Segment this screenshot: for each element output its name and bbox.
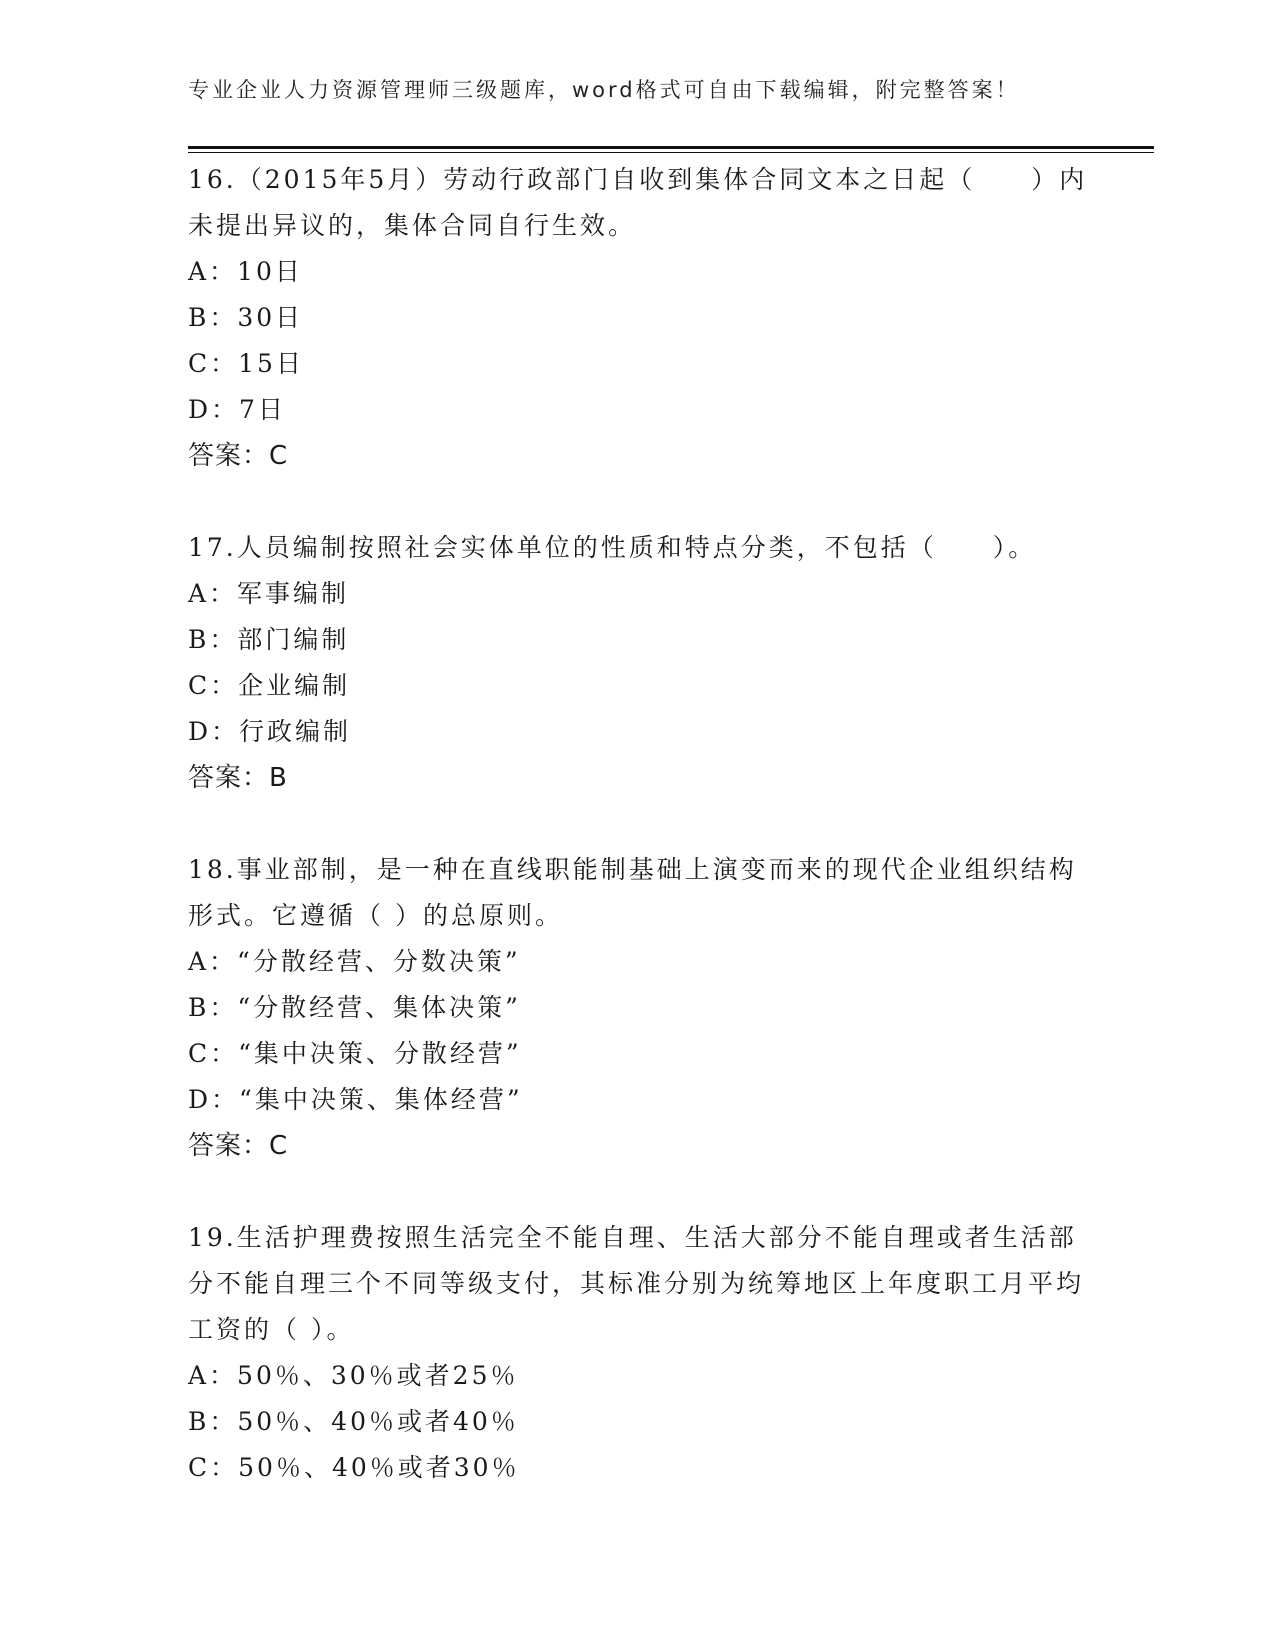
- question-list: [188, 157, 1088, 1491]
- option-b: B：“分散经营、集体决策”: [188, 993, 521, 1022]
- option-c: C：企业编制: [188, 671, 351, 700]
- page-header: 专业企业人力资源管理师三级题库，word格式可自由下载编辑，附完整答案！: [188, 78, 1020, 102]
- option-a: A：军事编制: [188, 579, 350, 608]
- question-spacer: [188, 1169, 1088, 1215]
- question-18: [188, 847, 1088, 1169]
- header-rule-thin: [188, 152, 1154, 153]
- question-19: [188, 1215, 1088, 1491]
- question-spacer: [188, 801, 1088, 847]
- answer: 答案：C: [188, 1131, 289, 1161]
- option-d: D：行政编制: [188, 717, 352, 746]
- option-c: C：“集中决策、分散经营”: [188, 1039, 522, 1068]
- option-c: C：50％、40％或者30％: [188, 1453, 520, 1482]
- question-text: 17.人员编制按照社会实体单位的性质和特点分类，不包括（ ）。: [188, 533, 1037, 562]
- option-b: B：50％、40％或者40％: [188, 1407, 519, 1436]
- option-b: B：部门编制: [188, 625, 350, 654]
- question-text: 19.生活护理费按照生活完全不能自理、生活大部分不能自理或者生活部分不能自理三个不同等级支付，其标准分别为统筹地区上年度职工月平均工资的（ ）。: [188, 1223, 1085, 1344]
- header-rule-thick: [188, 146, 1154, 149]
- question-text: 16.（2015年5月）劳动行政部门自收到集体合同文本之日起（ ）内未提出异议的，集体合同自行生效。: [188, 165, 1088, 240]
- option-b: B：30日: [188, 303, 304, 332]
- answer: 答案：C: [188, 441, 289, 471]
- question-text: 18.事业部制，是一种在直线职能制基础上演变而来的现代企业组织结构形式。它遵循（ ）的总原则。: [188, 855, 1077, 930]
- question-spacer: [188, 479, 1088, 525]
- question-17: [188, 525, 1088, 801]
- option-c: C：15日: [188, 349, 304, 378]
- option-a: A：10日: [188, 257, 303, 286]
- option-d: D：“集中决策、集体经营”: [188, 1085, 523, 1114]
- option-a: A：50％、30％或者25％: [188, 1361, 519, 1390]
- option-a: A：“分散经营、分数决策”: [188, 947, 521, 976]
- question-16: [188, 157, 1088, 479]
- option-d: D：7日: [188, 395, 286, 424]
- answer: 答案：B: [188, 763, 288, 793]
